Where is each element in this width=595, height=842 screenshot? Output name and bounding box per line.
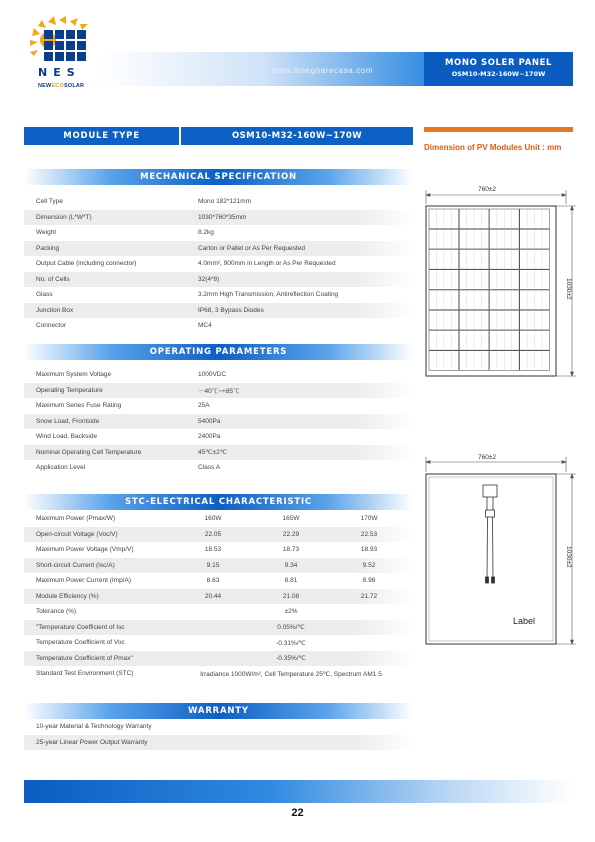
row-value: Class A <box>198 464 221 472</box>
row-label: Open-circuit Voltage (Voc/V) <box>36 530 118 538</box>
row-value: 18.73 <box>282 546 300 554</box>
brand-subtitle <box>38 83 84 89</box>
row-value: 22.05 <box>204 530 222 538</box>
row-label: Application Level <box>36 464 86 472</box>
table-row <box>24 635 413 651</box>
row-label: Short-circuit Current (Isc/A) <box>36 561 115 569</box>
stc-header: STC-ELECTRICAL CHARACTERISTIC <box>24 494 413 510</box>
row-value: 2400Pa <box>198 433 221 441</box>
warranty-header: WARRANTY <box>24 703 413 719</box>
row-value: 5400Pa <box>198 417 221 425</box>
table-row <box>24 735 413 751</box>
table-row <box>24 210 413 226</box>
row-value: 1030*760*35mm <box>198 213 247 221</box>
table-row <box>24 604 413 620</box>
row-label: Packing <box>36 244 60 252</box>
row-value: 22.29 <box>282 530 300 538</box>
table-row <box>24 414 413 430</box>
brand-sub-new: NEW <box>38 83 52 89</box>
row-value: 18.93 <box>360 546 378 554</box>
row-value: 8.81 <box>284 577 298 585</box>
table-row <box>24 367 413 383</box>
row-label: Maximum Series Fuse Rating <box>36 402 122 410</box>
table-row <box>24 511 413 527</box>
row-label: Maximum Power Voltage (Vmp/V) <box>36 546 134 554</box>
row-value: Irradiance 1000W/m², Cell Temperature 25℃, Spectrum AM1.5 <box>200 670 382 678</box>
row-value: 170W <box>360 515 378 523</box>
row-value: -0.35%/℃ <box>276 655 306 663</box>
row-value: Mono 182*121mm <box>198 198 252 206</box>
row-label: Cell Type <box>36 198 63 206</box>
row-label: Maximum Power Current (Imp/A) <box>36 577 131 585</box>
back-width-label: 760±2 <box>478 454 497 461</box>
row-label: Maximum System Voltage <box>36 371 112 379</box>
row-label: Temperature Coefficient of Voc <box>36 639 125 647</box>
row-label: Snow Load, Frontside <box>36 417 100 425</box>
website-text: www.disegnarecasa.com <box>272 66 374 75</box>
module-type-row <box>24 127 413 145</box>
row-value: ±2% <box>284 608 298 616</box>
row-label: Standard Test Environment (STC) <box>36 670 134 678</box>
brand-sub-solar: SOLAR <box>63 83 85 89</box>
row-value: 9.34 <box>284 561 298 569</box>
dimension-accent-line <box>424 127 573 132</box>
row-value: MC4 <box>198 322 212 330</box>
row-value: 165W <box>282 515 300 523</box>
row-value: -0.31%/℃ <box>276 639 306 647</box>
row-value: IP68, 3 Bypass Diodes <box>198 306 264 314</box>
page-subtitle: OSM10-M32-160W~170W <box>451 70 546 78</box>
mechanical-table <box>24 194 413 334</box>
row-label: Tolerance (%) <box>36 608 77 616</box>
front-height-label: 1030±2 <box>565 278 572 300</box>
table-row <box>24 194 413 210</box>
back-label-text: Label <box>513 616 536 626</box>
row-value: 8.63 <box>206 577 220 585</box>
row-label: Output Cable (including connector) <box>36 260 137 268</box>
front-view-drawing <box>420 180 580 380</box>
table-row <box>24 429 413 445</box>
row-label: No. of Cells <box>36 275 70 283</box>
page-title: MONO SOLER PANEL <box>444 58 553 68</box>
table-row <box>24 445 413 461</box>
footer-bar <box>24 780 573 803</box>
table-row <box>24 225 413 241</box>
table-row <box>24 651 413 667</box>
row-value: 9.15 <box>206 561 220 569</box>
row-value: 22.53 <box>360 530 378 538</box>
table-row <box>24 241 413 257</box>
table-row <box>24 558 413 574</box>
row-label: Junction Box <box>36 306 74 314</box>
junction-box <box>483 485 497 497</box>
brand-name: NES <box>38 66 81 79</box>
brand-logo <box>22 8 102 94</box>
dimension-title: Dimension of PV Modules Unit : mm <box>424 143 562 152</box>
table-row <box>24 589 413 605</box>
row-value: 21.72 <box>360 592 378 600</box>
front-width-label: 760±2 <box>478 186 497 193</box>
row-value: 0.05%/℃ <box>277 624 305 632</box>
row-value: 9.52 <box>362 561 376 569</box>
back-height-label: 1030±2 <box>565 546 572 568</box>
table-row <box>24 318 413 334</box>
row-value: 20.44 <box>204 592 222 600</box>
row-value: Carton or Pallet or As Per Requested <box>198 244 305 252</box>
row-value: 160W <box>204 515 222 523</box>
mechanical-header: MECHANICAL SPECIFICATION <box>24 169 413 185</box>
table-row <box>24 256 413 272</box>
table-row <box>24 527 413 543</box>
module-type-label: MODULE TYPE <box>24 127 179 145</box>
stc-table <box>24 511 413 682</box>
row-label: Connector <box>36 322 66 330</box>
row-value: －40℃~+85℃ <box>198 387 240 395</box>
row-value: 8.2kg <box>198 229 214 237</box>
table-row <box>24 719 413 735</box>
warranty-table <box>24 719 413 750</box>
table-row <box>24 620 413 636</box>
table-row <box>24 287 413 303</box>
row-label: Glass <box>36 291 53 299</box>
row-label: 25-year Linear Power Output Warranty <box>36 738 148 746</box>
back-view-drawing <box>420 452 580 652</box>
operating-table <box>24 367 413 476</box>
row-value: 4.0mm², 900mm in Length or As Per Requested <box>198 260 336 268</box>
row-label: Operating Temperature <box>36 386 103 394</box>
row-label: Weight <box>36 229 57 237</box>
row-label: Maximum Power (Pmax/W) <box>36 515 116 523</box>
row-value: 45℃±2℃ <box>198 449 228 457</box>
row-value: 21.08 <box>282 592 300 600</box>
back-panel-frame <box>426 474 556 644</box>
row-value: 32(4*8) <box>198 275 220 283</box>
operating-header: OPERATING PARAMETERS <box>24 344 413 360</box>
row-label: Wind Load, Backside <box>36 433 98 441</box>
table-row <box>24 272 413 288</box>
row-label: Dimension (L*W*T) <box>36 213 92 221</box>
row-value: 18.53 <box>204 546 222 554</box>
row-value: 8.98 <box>362 577 376 585</box>
table-row <box>24 383 413 399</box>
table-row <box>24 542 413 558</box>
sun-panel-logo-icon <box>26 14 96 70</box>
page-number: 22 <box>291 807 304 819</box>
table-row <box>24 460 413 476</box>
row-label: Temperature Coefficient of Pmax" <box>36 654 133 662</box>
row-label: 10-year Material & Technology Warranty <box>36 723 152 731</box>
row-label: "Temperature Coefficient of Isc <box>36 623 125 631</box>
row-value: 1000VDC <box>198 371 227 379</box>
table-row <box>24 398 413 414</box>
row-label: Nominal Operating Cell Temperature <box>36 448 142 456</box>
table-row <box>24 666 413 682</box>
table-row <box>24 303 413 319</box>
table-row <box>24 573 413 589</box>
row-value: 25A <box>198 402 210 410</box>
brand-sub-eco: ECO <box>51 83 64 89</box>
row-label: Module Efficiency (%) <box>36 592 99 600</box>
module-type-value: OSM10-M32-160W~170W <box>181 127 413 145</box>
row-value: 3.2mm High Transmission, Antireflection Coating <box>198 291 339 299</box>
header-title-box <box>424 52 573 86</box>
